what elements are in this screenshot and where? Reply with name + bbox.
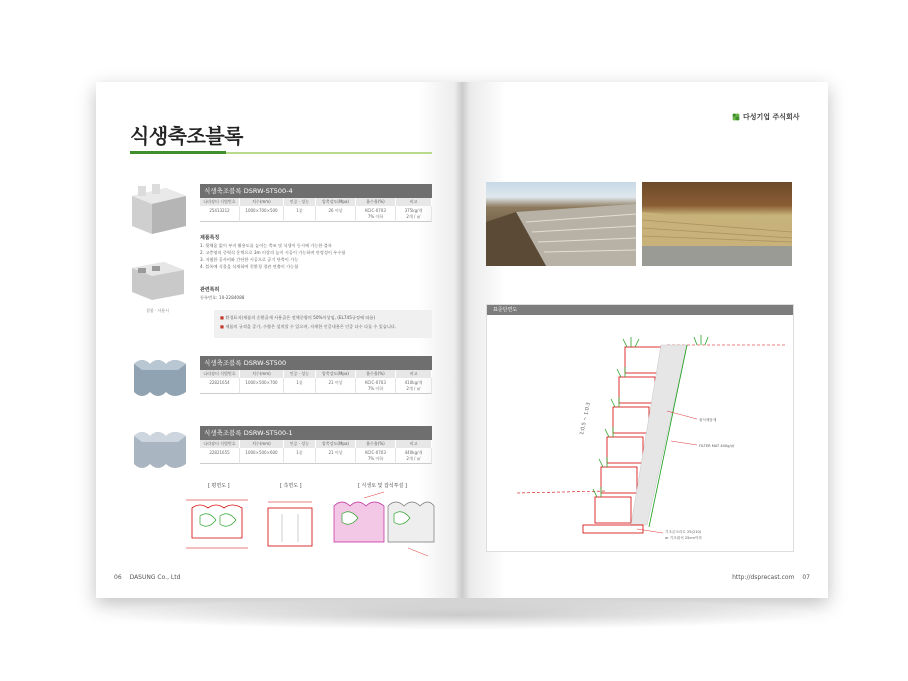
block-st500-4-image: [126, 182, 190, 238]
cell-id: 22821654: [200, 378, 240, 394]
plan-drawing: [182, 494, 252, 554]
patent-title: 관련특허: [200, 287, 220, 293]
cell-absorption: KCIC-0703 7% 이하: [356, 448, 396, 464]
col-cert: 인증 · 성능: [284, 198, 316, 206]
product-table-2: [200, 356, 432, 394]
cell-absorption: KCIC-0703 7% 이하: [356, 378, 396, 394]
col-id: 나라장터 식별번호: [200, 440, 240, 448]
construction-photo-1: [486, 182, 636, 266]
product-table-3: [200, 426, 432, 464]
drawing-label-fill: [ 식생토 및 잡석투설 ]: [358, 483, 407, 489]
col-remark: 비고: [396, 198, 432, 206]
product-table-header: 식생축조블록 DSRW-ST500: [200, 356, 432, 370]
cell-cert: 1종: [284, 448, 316, 464]
feature-item: 4. 블록에 식물을 식재하여 친환경 경관 연출이 가능함: [200, 264, 299, 269]
cross-section-drawing: [487, 315, 793, 551]
cell-size: 1000×500×600: [240, 448, 284, 464]
page-title: 식생축조블록: [130, 124, 243, 148]
col-cert: 인증 · 성능: [284, 440, 316, 448]
title-underline-accent: [130, 151, 226, 154]
right-page: [462, 82, 828, 598]
table-columns: [200, 440, 432, 448]
cell-size: 1000×700×500: [240, 206, 284, 222]
col-remark: 비고: [396, 440, 432, 448]
features-title: 제품특징: [200, 235, 220, 241]
annotation-gravel: 잡석채움재: [699, 418, 717, 422]
feature-item: 3. 저렴한 공사비와 간단한 시공으로 공기 단축이 가능: [200, 257, 299, 262]
logo-text: 다성기업 주식회사: [743, 113, 800, 121]
cell-remark: 440kg/개 2개 / ㎡: [396, 448, 432, 464]
image-caption: 결합 · 사용시: [146, 308, 170, 313]
company-name: DASUNG Co., Ltd: [129, 574, 181, 581]
bullet-icon: ■: [220, 315, 224, 320]
brochure-spread: [96, 82, 828, 598]
side-drawing: [262, 496, 318, 552]
book-shadow: [100, 600, 820, 630]
bullet-icon: ■: [220, 324, 224, 329]
patent-number: 등록번호: 10-2284088: [200, 295, 245, 300]
col-absorption: 흡수율(%): [356, 370, 396, 378]
cell-strength: 21 이상: [316, 448, 356, 464]
patent-block: [200, 286, 244, 301]
product-table-1: [200, 184, 432, 222]
page-number: 06: [114, 574, 122, 581]
annotation-foundation: 기초콘크리트 25(210): [665, 530, 702, 534]
cell-cert: 1종: [284, 378, 316, 394]
col-absorption: 흡수율(%): [356, 440, 396, 448]
feature-item: 2. 고층영의 중력식 옹벽으로 3m 이상의 높이 시공이 가능하며 안정성이 우수함: [200, 250, 346, 255]
feature-item: 1. 뒷채움 없이 부지 활용도를 높이는 축조 및 식생이 동시에 가능한 블록: [200, 243, 332, 248]
block-st500-image: [128, 352, 192, 404]
col-size: 치수(mm): [240, 370, 284, 378]
table-row: [200, 206, 432, 222]
table-row: [200, 448, 432, 464]
standard-section-panel: [486, 304, 794, 552]
product-table-header: 식생축조블록 DSRW-ST500-4: [200, 184, 432, 198]
retaining-wall-photo-2: [642, 182, 792, 266]
website-url[interactable]: http://dsprecast.com: [732, 574, 795, 581]
col-id: 나라장터 식별번호: [200, 370, 240, 378]
footer-right: [732, 574, 810, 581]
clover-logo-icon: [732, 113, 740, 121]
col-strength: 압축강도(Mpa): [316, 198, 356, 206]
col-remark: 비고: [396, 370, 432, 378]
col-strength: 압축강도(Mpa): [316, 440, 356, 448]
table-columns: [200, 198, 432, 206]
book-fold: [454, 82, 470, 598]
cell-strength: 26 이상: [316, 206, 356, 222]
col-strength: 압축강도(Mpa): [316, 370, 356, 378]
block-assembled-image: [128, 258, 188, 304]
drawing-label-side: [ 측면도 ]: [280, 483, 302, 489]
col-cert: 인증 · 성능: [284, 370, 316, 378]
page-number: 07: [802, 574, 810, 581]
annotation-foundation-alt: or 기초잡석 25cm이하: [665, 536, 702, 540]
col-size: 치수(mm): [240, 198, 284, 206]
note-item: 제품의 규격을 증가, 수량은 설치할 수 있으며, 자세한 인증내용은 인증 다수 다를 수 있습니다.: [225, 324, 397, 329]
annotation-filter-mat: FILTER MAT 400g/㎡: [699, 444, 735, 448]
cell-strength: 21 이상: [316, 378, 356, 394]
cell-remark: 410kg/개 2개 / ㎡: [396, 378, 432, 394]
footer-left: [114, 574, 180, 581]
features-block: [200, 234, 345, 270]
block-st500-1-image: [128, 424, 192, 476]
retaining-wall-photo-1: [486, 182, 636, 266]
construction-photo-2: [642, 182, 792, 266]
cell-cert: 1종: [284, 206, 316, 222]
note-item: 환경표지(제품의 순환골재 사용골은 전체중량의 50%이상임, (EL745규정에 따름): [225, 315, 376, 320]
table-row: [200, 378, 432, 394]
col-absorption: 흡수율(%): [356, 198, 396, 206]
fill-drawing: [328, 490, 438, 562]
product-table-header: 식생축조블록 DSRW-ST500-1: [200, 426, 432, 440]
table-columns: [200, 370, 432, 378]
notes-box: [214, 310, 432, 338]
cell-size: 1000×500×700: [240, 378, 284, 394]
col-id: 나라장터 식별번호: [200, 198, 240, 206]
left-page: [96, 82, 462, 598]
col-size: 치수(mm): [240, 440, 284, 448]
cell-id: 25413212: [200, 206, 240, 222]
slope-label: 1:0.5 ~ 1:0.3: [579, 401, 592, 436]
cell-remark: 375kg/개 2개 / ㎡: [396, 206, 432, 222]
cell-id: 22821655: [200, 448, 240, 464]
drawing-label-plan: [ 평면도 ]: [208, 483, 230, 489]
cell-absorption: KCIC-0703 7% 이하: [356, 206, 396, 222]
company-logo: [732, 112, 800, 122]
section-title: 표준단면도: [487, 305, 793, 315]
